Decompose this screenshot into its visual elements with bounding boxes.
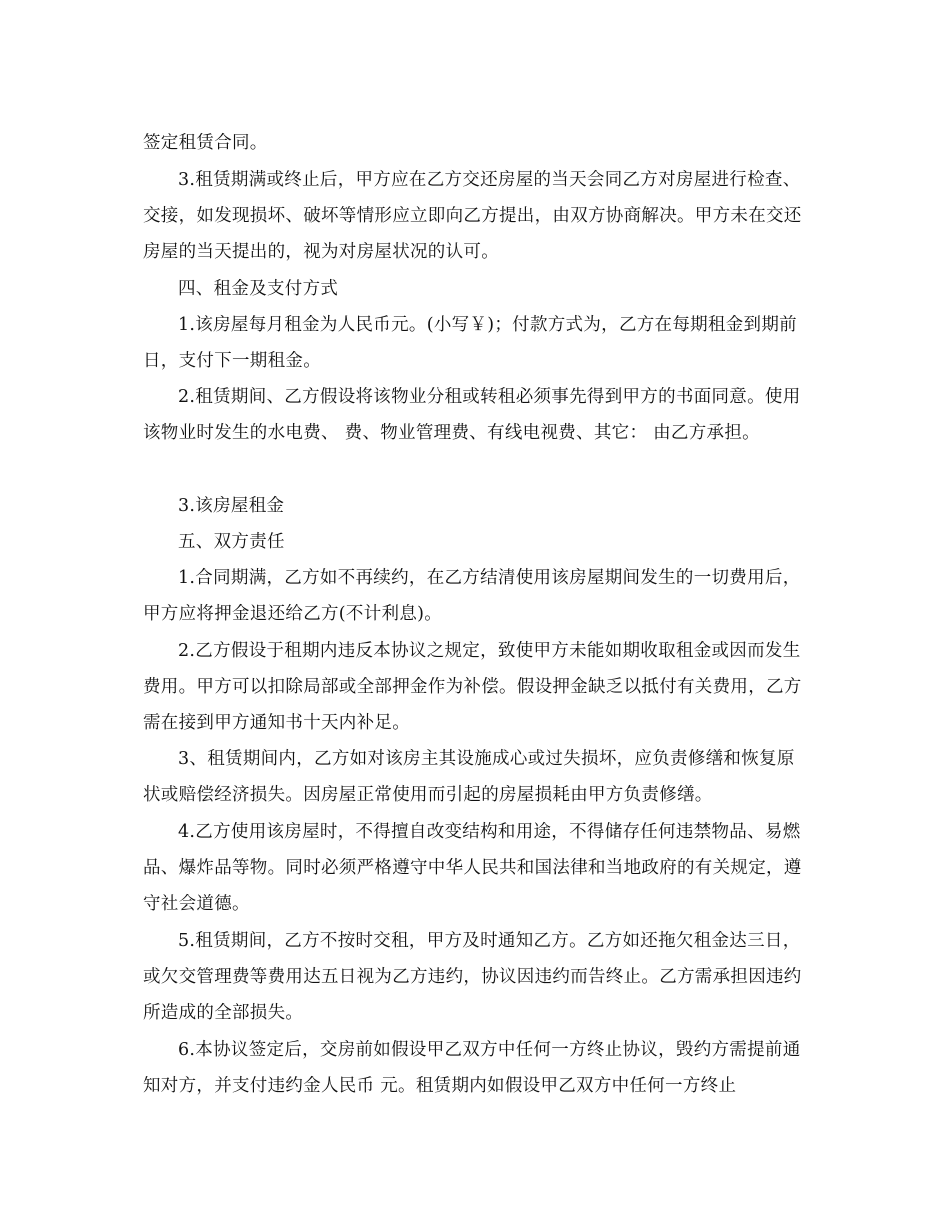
paragraph-clause-4-usage: 4.乙方使用该房屋时，不得擅自改变结构和用途，不得储存任何违禁物品、易燃品、爆炸品等物。同时必须严格遵守中华人民共和国法律和当地政府的有关规定，遵守社会道德。	[143, 822, 802, 914]
section-heading-rent-payment: 四、租金及支付方式	[178, 279, 339, 299]
paragraph-continuation: 签定租赁合同。	[143, 133, 268, 153]
paragraph-clause-2-sublet: 2.租赁期间、乙方假设将该物业分租或转租必须事先得到甲方的书面同意。使用该物业时发生的水电费、 费、物业管理费、有线电视费、其它： 由乙方承担。	[143, 387, 801, 443]
paragraph-clause-3-damage: 3、租赁期间内，乙方如对该房主其设施成心或过失损坏，应负责修缮和恢复原状或赔偿经济损失。因房屋正常使用而引起的房屋损耗由甲方负责修缮。	[143, 749, 795, 805]
paragraph-clause-2-breach: 2.乙方假设于租期内违反本协议之规定，致使甲方未能如期收取租金或因而发生费用。甲方可以扣除局部或全部押金作为补偿。假设押金缺乏以抵付有关费用，乙方需在接到甲方通知书十天内补足。	[143, 641, 802, 733]
paragraph-clause-5-late-rent: 5.租赁期间，乙方不按时交租，甲方及时通知乙方。乙方如还拖欠租金达三日，或欠交管理费等费用达五日视为乙方违约，协议因违约而告终止。乙方需承担因违约所造成的全部损失。	[143, 931, 802, 1023]
paragraph-clause-1-deposit: 1.合同期满，乙方如不再续约，在乙方结清使用该房屋期间发生的一切费用后，甲方应将押金退还给乙方(不计利息)。	[143, 568, 801, 624]
section-heading-responsibilities: 五、双方责任	[178, 532, 285, 552]
paragraph-clause-3-return: 3.租赁期满或终止后，甲方应在乙方交还房屋的当天会同乙方对房屋进行检查、交接，如发现损坏、破坏等情形应立即向乙方提出，由双方协商解决。甲方未在交还房屋的当天提出的，视为对房屋状况的认可。	[143, 170, 802, 262]
paragraph-clause-1-rent: 1.该房屋每月租金为人民币元。(小写￥)；付款方式为，乙方在每期租金到期前 日，支付下一期租金。	[143, 315, 797, 371]
paragraph-clause-6-termination: 6.本协议签定后，交房前如假设甲乙双方中任何一方终止协议，毁约方需提前通知对方，并支付违约金人民币 元。租赁期内如假设甲乙双方中任何一方终止	[143, 1040, 801, 1096]
paragraph-clause-3-rent: 3.该房屋租金	[178, 496, 285, 516]
